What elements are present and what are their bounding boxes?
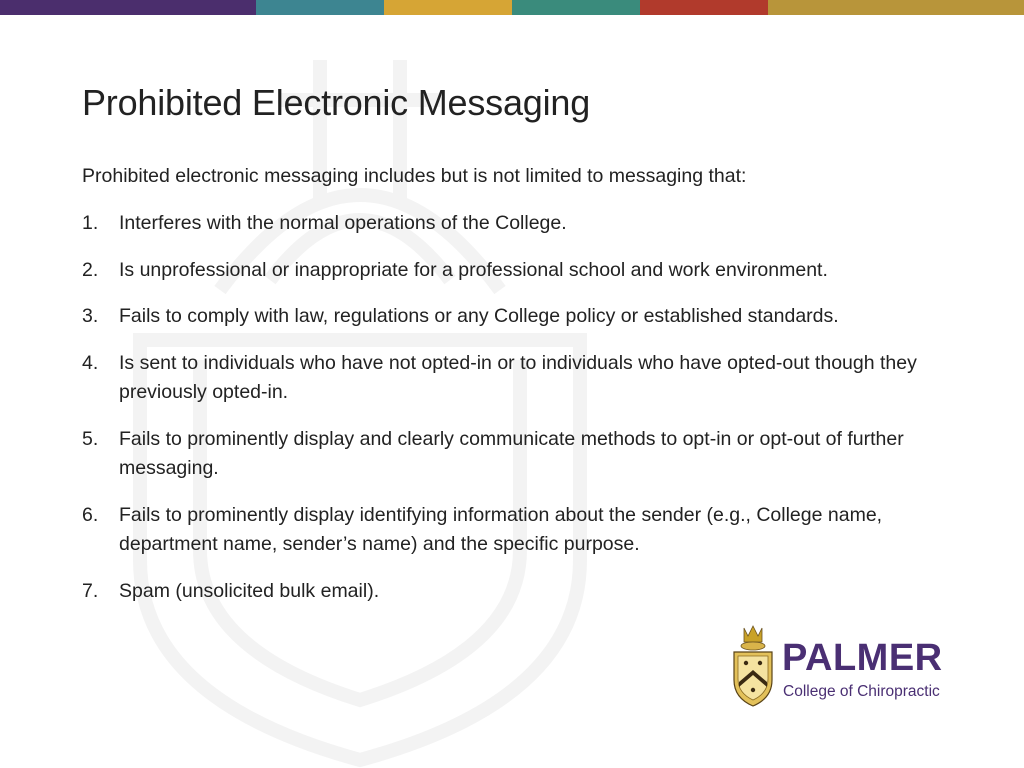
- list-item-number: 1.: [82, 212, 99, 234]
- list-item-number: 6.: [82, 503, 99, 526]
- bar-segment-red: [640, 0, 768, 15]
- list-item-number: 2.: [82, 258, 99, 281]
- list-item-text: Fails to comply with law, regulations or any College policy or established standards.: [119, 305, 839, 327]
- crest-icon: [728, 624, 778, 710]
- list-item-text: Is unprofessional or inappropriate for a professional school and work environment.: [119, 258, 828, 281]
- list-item-number: 3.: [82, 305, 99, 327]
- list-item-number: 5.: [82, 427, 99, 450]
- bar-segment-teal: [256, 0, 384, 15]
- list-item: [82, 349, 942, 408]
- bar-segment-green: [512, 0, 640, 15]
- list-item: [82, 425, 942, 484]
- palmer-logo: [728, 624, 944, 710]
- list-item: [82, 256, 942, 286]
- prohibited-list: [82, 209, 942, 623]
- list-item-number: 4.: [82, 351, 99, 374]
- bar-segment-gold: [384, 0, 512, 15]
- list-item-text: Is sent to individuals who have not opted-in or to individuals who have opted-out though they previously opted-in.: [119, 351, 917, 403]
- list-item: [82, 209, 942, 239]
- bar-segment-olive: [768, 0, 1024, 15]
- top-color-bar: [0, 0, 1024, 15]
- list-item-text: Spam (unsolicited bulk email).: [119, 579, 380, 602]
- list-item: [82, 302, 942, 332]
- list-item-number: 7.: [82, 579, 99, 602]
- list-item: [82, 501, 942, 560]
- list-item: [82, 577, 942, 607]
- logo-subtitle: College of Chiropractic: [783, 683, 940, 700]
- list-item-text: Fails to prominently display identifying information about the sender (e.g., College name, department name, sender’s name) and the specific purpose.: [119, 503, 883, 555]
- logo-wordmark: PALMER: [782, 637, 943, 679]
- list-item-text: Interferes with the normal operations of the College.: [119, 212, 567, 234]
- intro-text: Prohibited electronic messaging includes but is not limited to messaging that:: [82, 165, 747, 187]
- list-item-text: Fails to prominently display and clearly communicate methods to opt-in or opt-out of further messaging.: [119, 427, 904, 479]
- slide-title: Prohibited Electronic Messaging: [82, 82, 591, 123]
- bar-segment-purple: [0, 0, 256, 15]
